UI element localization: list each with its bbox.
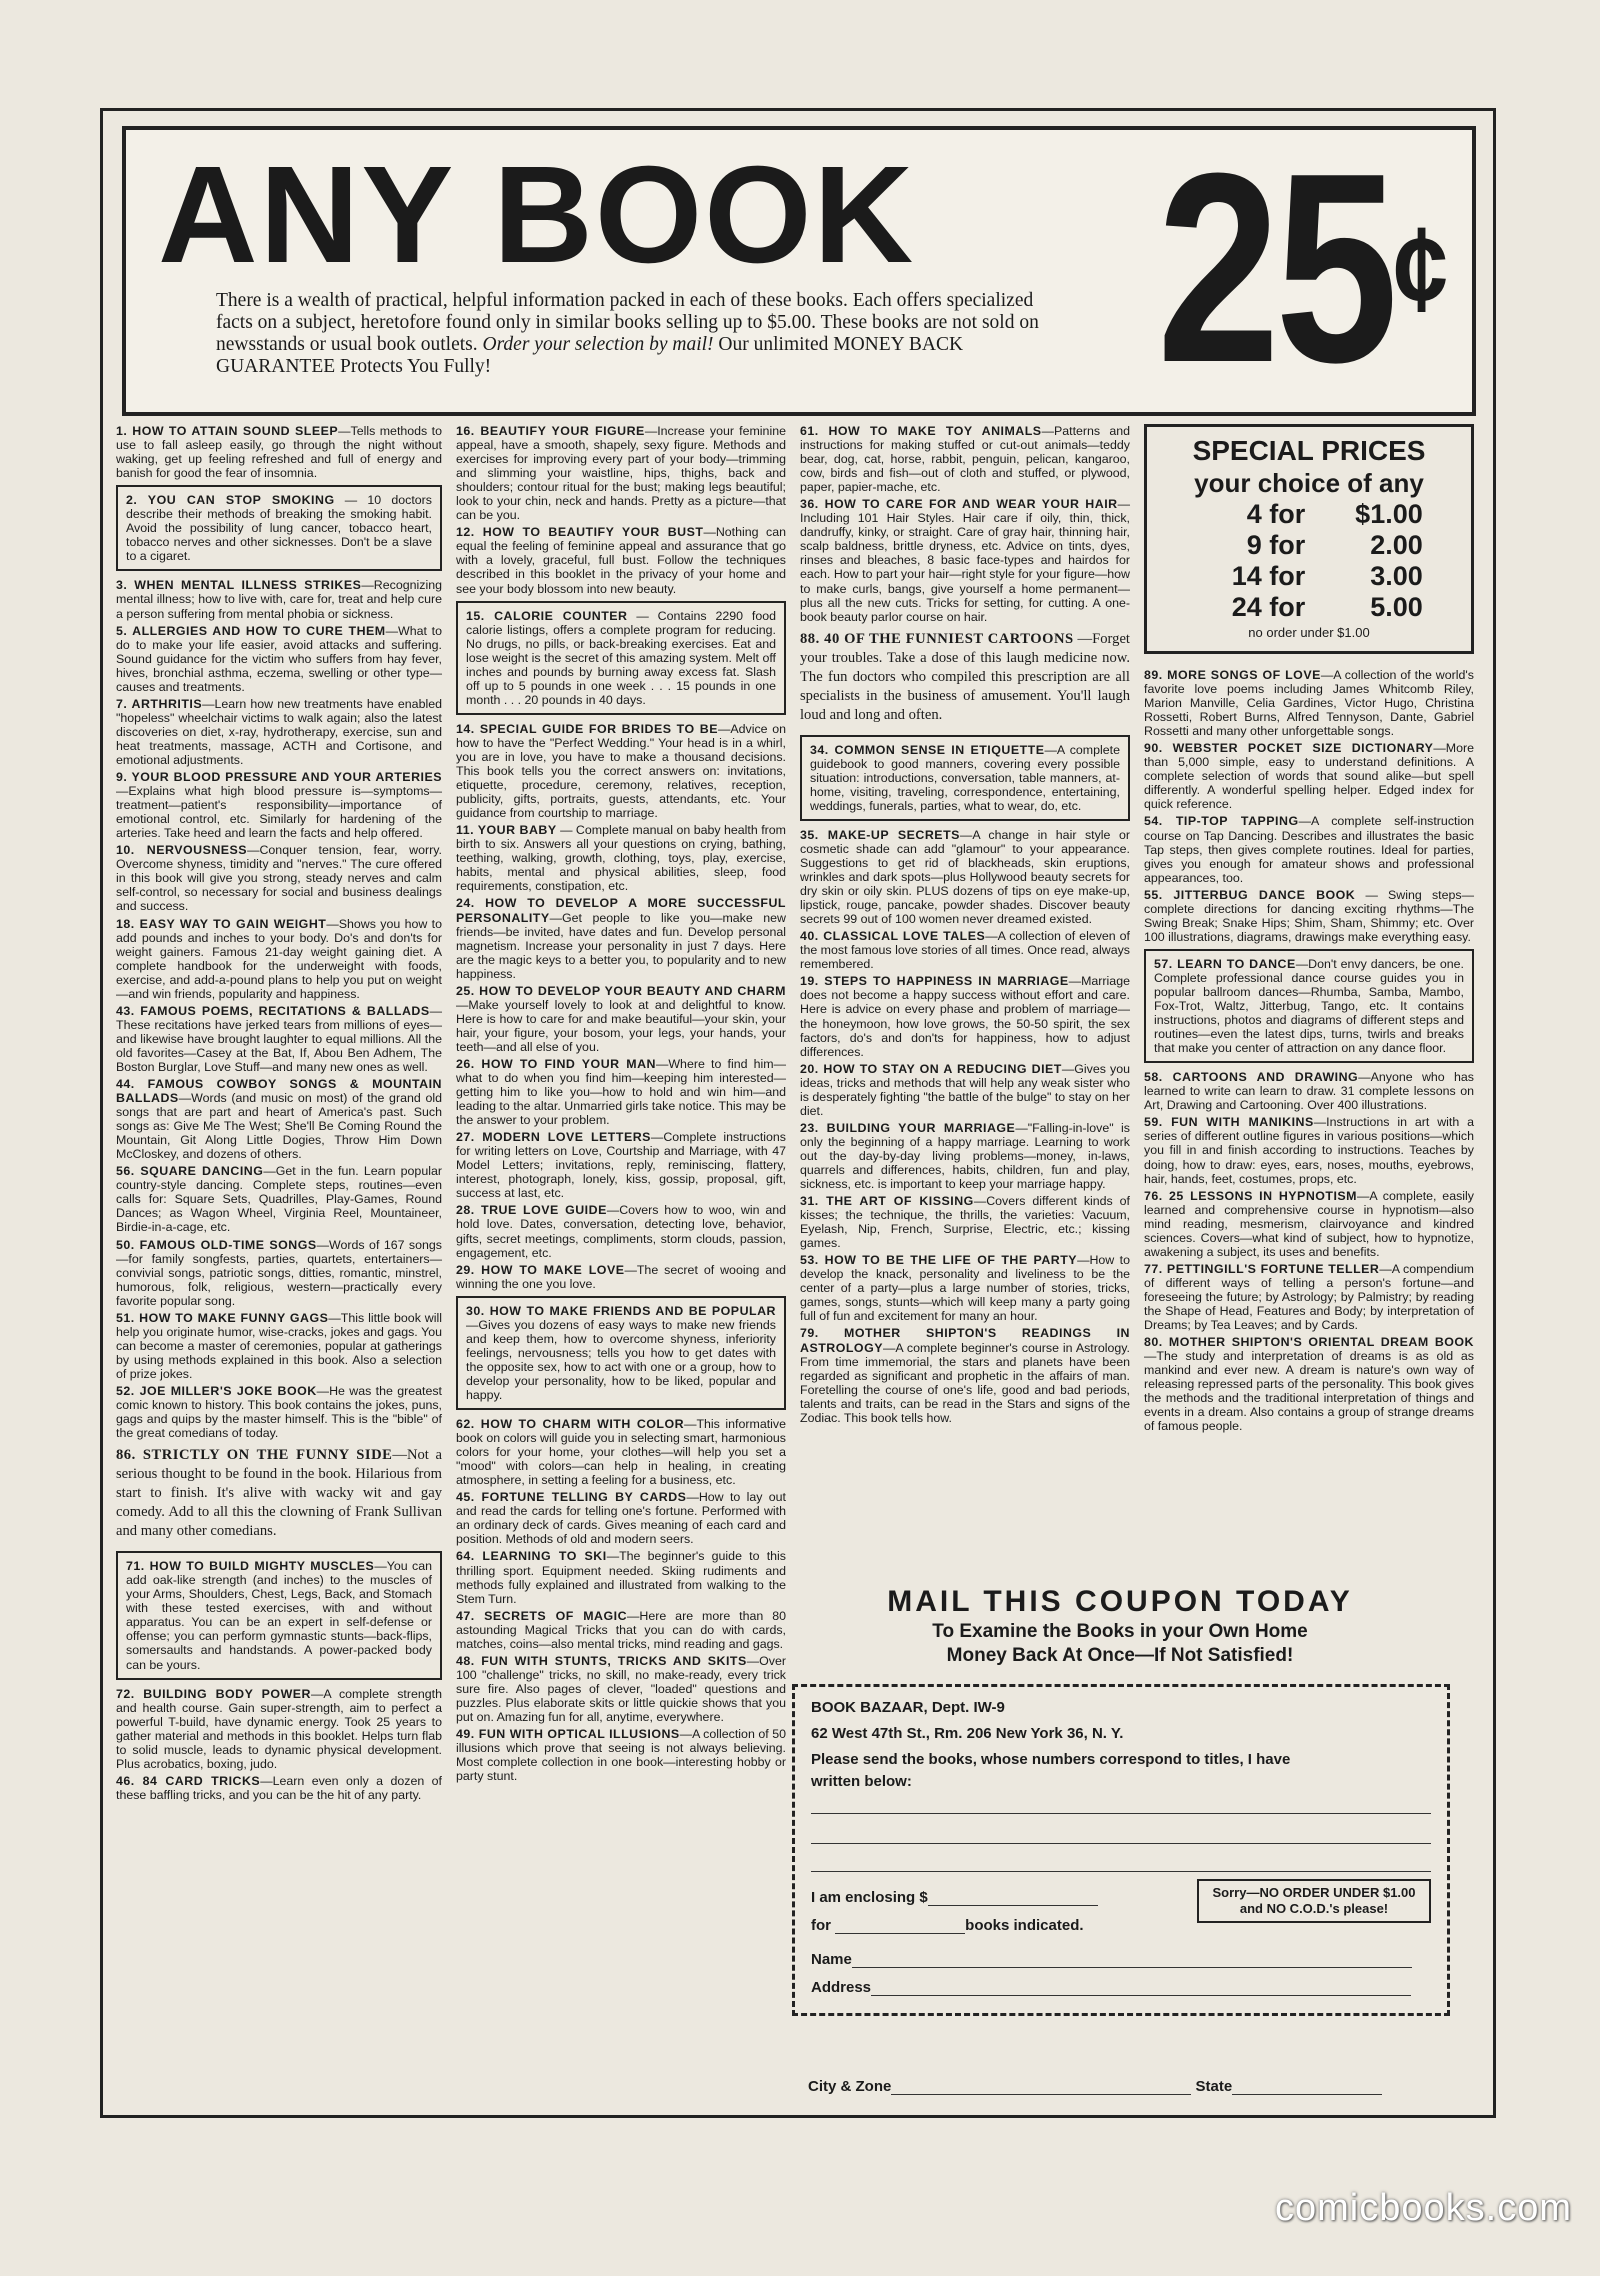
coupon-title: MAIL THIS COUPON TODAY (887, 1585, 1353, 1618)
book-title: 24. HOW TO DEVELOP A MORE SUCCESSFUL PERSONALITY (456, 896, 786, 925)
book-description: —You can add oak-like strength (and inches) to the muscles of your Arms, Shoulders, Chest, Legs, Back, and Stomach with these tested exercises, with and without apparatus. You can be an expert in self-defense or offense; you can perform gymnastic stunts—back-flips, somersaults and handstands. A power-packed body can be yours. (126, 1559, 432, 1672)
book-title: 20. HOW TO STAY ON A REDUCING DIET (800, 1061, 1062, 1076)
book-listing (800, 1121, 1130, 1191)
no-cod-notice (1197, 1879, 1431, 1923)
book-title: 61. HOW TO MAKE TOY ANIMALS (800, 424, 1042, 438)
book-title: 76. 25 LESSONS IN HYPNOTISM (1144, 1188, 1357, 1203)
book-title: 45. FORTUNE TELLING BY CARDS (456, 1490, 687, 1505)
title-entry-line[interactable] (811, 1813, 1431, 1814)
no-cod-line-1: Sorry—NO ORDER UNDER $1.00 (1212, 1885, 1416, 1900)
book-description: —A complete, easily learned and comprehensive course in hypnotism—also mind reading, mesmerism, clairvoyance and kindred sciences. Covers—what kind of subject, how to hypnotize, awakening a subject, its uses and benefits. (1144, 1188, 1474, 1259)
book-description: —This little book will help you originate humor, wise-cracks, jokes and gags. You can become a master of ceremonies, popular at gatherings by using methods explained in this book. Also a selection of prize jokes. (116, 1310, 442, 1381)
book-listing (456, 1654, 786, 1724)
book-listing (800, 1326, 1130, 1424)
price-amount: 5.00 (1370, 592, 1423, 622)
book-title: 27. MODERN LOVE LETTERS (456, 1130, 651, 1145)
order-instructions: Please send the books, whose numbers correspond to titles, I have (811, 1751, 1291, 1768)
book-listing (116, 624, 442, 694)
amount-field[interactable] (928, 1905, 1098, 1906)
intro-tail: Our unlimited MONEY BACK GUARANTEE Protects You Fully! (216, 334, 964, 377)
book-description: —"Falling-in-love" is only the beginning of a happy marriage. Learning to work out the day-by-day living problems—money, in-laws, quarrels and differences, habits, children, fun and play, sickness, etc. is important to keep your marriage happy. (800, 1120, 1130, 1192)
book-description: —Forget your troubles. Take a dose of this laugh medicine now. The fun doctors who compiled this prescription are all specialists in the business of amusement. You'll laugh loud and long and often. (800, 630, 1130, 723)
book-listing (800, 497, 1130, 623)
book-listing (116, 1551, 442, 1679)
book-title: 56. SQUARE DANCING (116, 1164, 264, 1179)
column-2 (456, 424, 786, 1786)
book-listing (116, 1311, 442, 1381)
book-listing (116, 1384, 442, 1440)
book-title: 25. HOW TO DEVELOP YOUR BEAUTY AND CHARM (456, 983, 786, 998)
name-label: Name (811, 1951, 852, 1968)
book-title: 64. LEARNING TO SKI (456, 1549, 607, 1564)
book-description: —A complete guidebook to good manners, covering every possible situation: introductions, conversation, table manners, at-home, visiting, traveling, correspondence, entertaining, weddings, funerals, parties, what to wear, do, etc. (810, 742, 1120, 813)
book-listing (116, 1446, 442, 1541)
price-qty: 24 for (1231, 592, 1306, 622)
book-title: 90. WEBSTER POCKET SIZE DICTIONARY (1144, 741, 1434, 756)
book-title: 44. FAMOUS COWBOY SONGS & MOUNTAIN BALLADS (116, 1077, 442, 1106)
intro-paragraph (216, 290, 1056, 378)
publisher-dept: BOOK BAZAAR, Dept. IW-9 (811, 1699, 1005, 1716)
book-description: —A complete beginner's course in Astrology. From time immemorial, the stars and planets have been regarded as significant and prophetic in the affairs of man. Foretelling the course of one's life, good and bad periods, talents and traits, can be read in the Stars and signs of the Zodiac. This book tells how. (800, 1340, 1130, 1425)
book-title: 58. CARTOONS AND DRAWING (1144, 1070, 1359, 1085)
book-listing (116, 424, 442, 480)
publisher-address: 62 West 47th St., Rm. 206 New York 36, N. Y. (811, 1725, 1124, 1742)
book-title: 18. EASY WAY TO GAIN WEIGHT (116, 916, 327, 931)
book-description: —Words (and music on most) of the grand old songs that are part and heart of America's past. Such songs as: Give Me The West; She'll Be Coming Round the Mountain, Git Along Little Dogies, Throw Him Down McCloskey, and dozens of others. (116, 1091, 442, 1162)
book-title: 43. FAMOUS POEMS, RECITATIONS & BALLADS (116, 1003, 430, 1018)
book-description: —Covers different kinds of kisses; the technique, the thrills, the varieties: Vacuum, Eyelash, Nip, French, Surprise, Electric, etc.; kissing games. (800, 1194, 1130, 1251)
book-listing (116, 1687, 442, 1771)
headline: ANY BOOK (158, 138, 916, 292)
column-4 (1144, 424, 1474, 1436)
special-prices-title: SPECIAL PRICES (1192, 435, 1426, 466)
coupon-subtitle-2: Money Back At Once—If Not Satisfied! (946, 1645, 1294, 1666)
book-listing (456, 896, 786, 980)
book-description: —Words of 167 songs—for family songfests, parties, quartets, entertainers—convivial songs, patriotic songs, ditties, romantic, minstrel, humorous, folk, religious, western—practically every favorite popular song. (116, 1237, 442, 1308)
book-description: —Over 100 "challenge" tricks, no skill, no make-ready, every trick sure fire. Also pages of clever, "loaded" questions and puzzles. Plus elaborate skits or little quickie shows that you put on. Amazing fun for all, anytime, everywhere. (456, 1653, 786, 1724)
book-listing (456, 722, 786, 820)
book-title: 31. THE ART OF KISSING (800, 1194, 974, 1209)
book-listing (116, 1774, 442, 1802)
minimum-order-note: no order under $1.00 (1248, 625, 1370, 640)
book-title: 51. HOW TO MAKE FUNNY GAGS (116, 1310, 329, 1325)
book-listing (800, 1062, 1130, 1118)
book-title: 14. SPECIAL GUIDE FOR BRIDES TO BE (456, 721, 718, 736)
price-row (1153, 592, 1465, 623)
book-description: — 10 doctors describe their methods of breaking the smoking habit. Avoid the possibility of lung cancer, tobacco heart, tobacco nerves and other sicknesses. Don't be a slave to a cigaret. (126, 493, 432, 564)
book-listing (116, 1238, 442, 1308)
coupon-subtitle-1: To Examine the Books in your Own Home (932, 1621, 1308, 1642)
book-title: 1. HOW TO ATTAIN SOUND SLEEP (116, 424, 339, 438)
book-listing (1144, 1262, 1474, 1332)
book-title: 72. BUILDING BODY POWER (116, 1686, 311, 1701)
book-listing (456, 823, 786, 893)
book-listing (456, 601, 786, 715)
special-prices-subtitle: your choice of any (1194, 468, 1424, 498)
book-description: —The study and interpretation of dreams is as old as mankind and ever new. A dream is nature's own way of releasing repressed parts of the personality. This book gives the methods and the traditional interpretation of things and events in a dream. Also contains a group of strange dreams of famous people. (1144, 1349, 1474, 1434)
book-listing (800, 828, 1130, 926)
book-count-field[interactable] (835, 1933, 965, 1934)
special-prices-box (1144, 424, 1474, 654)
order-instructions-2: written below: (811, 1773, 912, 1790)
order-coupon (792, 1584, 1448, 2014)
books-row (811, 1917, 1084, 1934)
book-listing (1144, 1115, 1474, 1185)
price-row (1153, 499, 1465, 530)
intro-italic: Order your selection by mail! (482, 334, 714, 355)
book-listing (456, 1727, 786, 1783)
book-description: —Get people to like you—make new friends—be invited, have dates and fun. Develop personal magnetism. Increase your personality in just 7 days. Here are the magic keys to a better you, to popularity and to new happiness. (456, 910, 786, 981)
book-listing (800, 1194, 1130, 1250)
price-row (1153, 561, 1465, 592)
book-title: 16. BEAUTIFY YOUR FIGURE (456, 424, 645, 438)
column-1 (116, 424, 442, 1805)
enclosing-label: I am enclosing $ (811, 1889, 928, 1906)
book-listing (456, 1130, 786, 1200)
book-title: 15. CALORIE COUNTER (466, 608, 628, 623)
price-row (1153, 530, 1465, 561)
price-qty: 14 for (1231, 561, 1306, 591)
book-listing (456, 1609, 786, 1651)
book-description: —A collection of eleven of the most famous love stories of all times. Once read, always remembered. (800, 929, 1131, 972)
book-listing (1144, 949, 1474, 1063)
book-listing (116, 1077, 442, 1161)
book-description: —A complete strength and health course. Gain super-strength, aim to perfect a powerful T-build, have dynamic energy. Took 25 years to gather material and methods in this booklet. Helps turn flab to solid muscle, leads to dynamic physical development. Plus acrobatics, boxing, judo. (116, 1686, 442, 1771)
watermark: comicbooks.com (1275, 2187, 1572, 2229)
book-listing (800, 630, 1130, 725)
price-qty: 9 for (1246, 530, 1306, 560)
book-description: —Learn how new treatments have enabled "hopeless" wheelchair victims to walk again; also the latest discoveries on diet, x-ray, hydrotherapy, exercise, sun and heat treatments, massage, ACTH and Cortisone, and emotional adjustments. (116, 696, 442, 767)
book-description: —Recognizing mental illness; how to live with, care for, treat and help cure a person suffering from mental phobia or sickness. (116, 578, 442, 621)
book-listing (456, 525, 786, 595)
book-description: —The secret of wooing and winning the one you love. (456, 1262, 786, 1291)
book-description: —A collection of the world's favorite love poems including James Whitcomb Riley, Marion Manville, Celia Gardines, Victor Hugo, Christina Rossetti, Robert Burns, Alfred Tennyson, Dante, Gabriel Rossetti and many other unforgettable songs. (1144, 668, 1474, 739)
book-listing (1144, 814, 1474, 884)
book-description: —Don't envy dancers, be one. Complete professional dance course guides you in popular ballroom dances—Rhumba, Samba, Mambo, Fox-Trot, Waltz, Jitterbug, Tango, etc. It contains instructions, photos and diagrams of different steps and routines—even the latest dips, turns, twirls and breaks that make you center of attraction on any dance floor. (1154, 956, 1464, 1056)
coupon-form (792, 1684, 1450, 2016)
enclosing-row (811, 1889, 1098, 1906)
book-title: 35. MAKE-UP SECRETS (800, 827, 960, 842)
book-description: —He was the greatest comic known to history. This book contains the jokes, puns, gags and quips by the master himself. This is the "bible" of the great comedians of today. (116, 1384, 442, 1441)
book-title: 59. FUN WITH MANIKINS (1144, 1115, 1314, 1130)
book-description: —More than 5,000 simple, easy to understand definitions. A complete selection of words that sound alike—but spell differently. A wonderful spelling helper. Edged index for quick reference. (1144, 741, 1474, 812)
book-description: —Nothing can equal the feeling of feminine appeal and assurance that go with a lovely, graceful, full bust. Follow the techniques described in this booklet in the privacy of your home and see your body blossom into new beauty. (456, 525, 786, 596)
book-listing (456, 984, 786, 1054)
book-description: —Get in the fun. Learn popular country-style dancing. Complete steps, routines—even calls for: Square Sets, Quadrilles, Play-Games, Round Dances; as Wagon Wheel, Virginia Reel, Mountaineer, Birdie-in-a-cage, etc. (116, 1164, 442, 1235)
ad-header (122, 118, 1476, 419)
book-description: —Marriage does not become a happy success without effort and care. Here is advice on every phase and problem of marriage—the honeymoon, how love grows, the 50-50 spirit, the sex factors, do's and don'ts for happiness, how to adjust differences. (800, 974, 1130, 1059)
book-title: 29. HOW TO MAKE LOVE (456, 1262, 625, 1277)
book-title: 86. STRICTLY ON THE FUNNY SIDE (116, 1447, 393, 1464)
book-description: — Swing steps—complete directions for dancing exciting rhythms—The Swing Break; Snake Hips; Shim, Sham, Shimmy; etc. Over 100 illustrations, diagrams, drawings make everything easy. (1144, 887, 1474, 944)
book-listing (116, 770, 442, 840)
book-title: 88. 40 OF THE FUNNIEST CARTOONS (800, 630, 1074, 647)
column-3 (800, 424, 1130, 1428)
book-description: —Anyone who has learned to write can learn to draw. 31 complete lessons on Art, Drawing and Cartooning. Over 400 illustrations. (1144, 1070, 1475, 1113)
book-listing (456, 1203, 786, 1259)
book-description: —Advice on how to have the "Perfect Wedding." Your head is in a whirl, you are in love, you have to make a thousand decisions. This book tells you the correct answers on: invitations, etiquette, procedure, ceremony, relatives, reception, publicity, gifts, portraits, guests, attendants, etc. Your guidance from courtship to marriage. (456, 721, 786, 821)
book-title: 34. COMMON SENSE IN ETIQUETTE (810, 742, 1045, 757)
book-description: —How to lay out and read the cards for telling one's fortune. Performed with an ordinary deck of cards. Gives meaning of each card and position. Methods of old and modern seers. (456, 1490, 786, 1547)
book-listing (456, 1263, 786, 1291)
book-title: 40. CLASSICAL LOVE TALES (800, 929, 986, 944)
book-description: —The beginner's guide to this thrilling sport. Equipment needed. Skiing rudiments and methods fully explained and illustrated from walking to the Stem Turn. (456, 1549, 786, 1606)
book-title: 10. NERVOUSNESS (116, 843, 248, 858)
book-title: 49. FUN WITH OPTICAL ILLUSIONS (456, 1727, 680, 1742)
book-title: 12. HOW TO BEAUTIFY YOUR BUST (456, 525, 704, 540)
book-description: —Where to find him—what to do when you find him—keeping him interested—getting him to like you—how to hold and win him—and leading to the altar. Unmarried girls take notice. This may be the answer to your problem. (456, 1056, 786, 1128)
book-listing (800, 929, 1130, 971)
book-title: 9. YOUR BLOOD PRESSURE AND YOUR ARTERIES (116, 770, 442, 785)
no-cod-line-2: and NO C.O.D.'s please! (1239, 1901, 1389, 1916)
book-title: 53. HOW TO BE THE LIFE OF THE PARTY (800, 1253, 1078, 1268)
book-listing (116, 1164, 442, 1234)
price-display (1156, 118, 1448, 419)
book-description: —Explains what high blood pressure is—symptoms—treatment—patient's responsibility—importance of emotional control, etc. Similarly for hardening of the arteries. Take heed and learn the facts and help offered. (116, 784, 442, 841)
address-row (811, 1979, 1431, 1996)
book-description: —Including 101 Hair Styles. Hair care if oily, thin, thick, dandruffy, kinky, or straight. Care of gray hair, thinning hair, scalp baldness, brittle dryness, etc. Advice on tints, dyes, rinses and bleaches, 8 basic face-types and hairdos for each. How to part your hair—right style for your figure—how to make curls, bangs, give yourself a home permanent—plus all the new cuts. Tricks for setting, for cutting. A one-book beauty parlor course on hair. (800, 497, 1130, 624)
book-description: —Tells methods to use to fall asleep easily, go through the night without waking, get up feeling refreshed and full of energy and banish for good the fear of insomnia. (116, 424, 442, 481)
book-description: —A change in hair style or cosmetic shade can add "glamour" to your appearance. Suggestions to get rid of blackheads, skin eruptions, wrinkles and dark spots—plus Hollywood beauty secrets for dry skin or oily skin. PLUS dozens of tips on eye make-up, lipstick, rouge, pancake, powder shades. Discover beauty secrets 99 out of 100 women never dreamed existed. (800, 827, 1131, 927)
book-description: —This informative book on colors will guide you in selecting smart, harmonious colors for your home, your clothes—will help you set a "mood" with colors—can help in healing, in creating atmosphere, in setting a feeling for a business, etc. (456, 1417, 786, 1488)
book-description: — Complete manual on baby health from birth to six. Answers all your questions on crying, bathing, teething, walking, growth, clothing, toys, play, exercise, habits, mental and physical abilities, sleep, food requirements, constipation, etc. (456, 823, 786, 894)
book-listing (116, 697, 442, 767)
book-listing (1144, 1335, 1474, 1433)
address-label: Address (811, 1979, 872, 1996)
book-title: 2. YOU CAN STOP SMOKING (126, 493, 335, 508)
book-listing (1144, 1189, 1474, 1259)
book-title: 28. TRUE LOVE GUIDE (456, 1203, 607, 1218)
book-listing (116, 485, 442, 571)
book-description: —Increase your feminine appeal, have a smooth, shapely, sexy figure. Methods and exercises for improving every part of your body—trimming and slimming your waistline, hips, thighs, back and shoulders; contour ritual for the bust; making legs beautiful; look to your chin, neck and hands. Pretty as a picture—that can be you. (456, 424, 786, 523)
book-listing (1144, 1070, 1474, 1112)
book-title: 55. JITTERBUG DANCE BOOK (1144, 887, 1356, 902)
book-listing (456, 1296, 786, 1410)
book-description: —Here are more than 80 astounding Magical Tricks that you can do with cards, matches, coins—also mental tricks, mind reading and gags. (456, 1608, 786, 1651)
city-label: City & Zone (808, 2078, 892, 2095)
book-listing (800, 1253, 1130, 1323)
book-title: 46. 84 CARD TRICKS (116, 1773, 261, 1788)
for-label: for (811, 1917, 831, 1934)
book-listing (1144, 741, 1474, 811)
book-description: —A complete self-instruction course on Tap Dancing. Describes and illustrates the basic Tap steps, then gives complete routines. Ideal for parties, gives you enough for amateur shows and professional appearances, too. (1144, 814, 1474, 885)
title-entry-line[interactable] (811, 1871, 1431, 1872)
book-description: —Learn even only a dozen of these baffling tricks, and you can be the hit of any party. (116, 1773, 442, 1802)
book-title: 77. PETTINGILL'S FORTUNE TELLER (1144, 1261, 1380, 1276)
price-amount: 3.00 (1370, 561, 1423, 591)
book-listing (116, 917, 442, 1001)
price-value: 25 (1156, 118, 1394, 419)
title-entry-line[interactable] (811, 1843, 1431, 1844)
book-listing (800, 424, 1130, 494)
cent-sign: ¢ (1393, 202, 1448, 336)
price-amount: $1.00 (1355, 499, 1423, 529)
book-description: —These recitations have jerked tears from millions of eyes—and likewise have brought laughter to equal millions. All the old favorites—Casey at the Bat, If, Abou Ben Adhem, The Boston Burglar, Love Stuff—and many new ones as well. (116, 1003, 442, 1074)
books-indicated-label: books indicated. (965, 1917, 1084, 1934)
book-description: —A collection of 50 illusions which prove that seeing is not always believing. Most complete collection in one book—interesting hobby or party stunt. (456, 1727, 786, 1784)
book-listing (116, 578, 442, 620)
state-label: State (1195, 2078, 1233, 2095)
book-title: 19. STEPS TO HAPPINESS IN MARRIAGE (800, 974, 1069, 989)
book-title: 80. MOTHER SHIPTON'S ORIENTAL DREAM BOOK (1144, 1335, 1474, 1350)
city-state-row (808, 2078, 1428, 2095)
book-description: —Patterns and instructions for making stuffed or cut-out animals—teddy bear, dog, cat, horse, rabbit, penguin, pelican, kangaroo, cow, birds and fish—out of cloth and stuffed, or plywood, paper, papier-mache, etc. (800, 424, 1131, 495)
name-field[interactable] (852, 1967, 1412, 1968)
book-title: 89. MORE SONGS OF LOVE (1144, 668, 1321, 682)
book-description: —How to develop the knack, personality and liveliness to be the center of a party—plus a large number of stories, tricks, games, songs, stunts—which will keep many a party going full of fun and excitement for many an hour. (800, 1253, 1130, 1324)
book-title: 54. TIP-TOP TAPPING (1144, 814, 1299, 829)
book-description: — Contains 2290 food calorie listings, offers a complete program for reducing. No drugs, no pills, or back-breaking exercises. Eat and lose weight is the secret of this amazing system. Melt off inches and pounds by burning away excess fat. Slash off up to 5 pounds in one week . . . 15 pounds in one month . . . 20 pounds in 40 days. (466, 608, 776, 707)
intro-text: There is a wealth of practical, helpful information packed in each of these books. Each offers specialized facts on a subject, heretofore found only in similar books selling up to $5.00. These books are not sold on newsstands or usual book outlets. (216, 290, 1039, 355)
book-description: —Gives you ideas, tricks and methods that will help any weak sister who is desperately fighting "the battle of the bulge" to stay on her diet. (800, 1061, 1130, 1118)
book-listing (1144, 888, 1474, 944)
book-title: 62. HOW TO CHARM WITH COLOR (456, 1417, 685, 1432)
book-listing (456, 424, 786, 522)
state-field[interactable] (1232, 2094, 1382, 2095)
book-title: 57. LEARN TO DANCE (1154, 956, 1296, 971)
city-field[interactable] (891, 2094, 1191, 2095)
name-row (811, 1951, 1431, 1968)
book-listing (116, 843, 442, 913)
book-listing (116, 1004, 442, 1074)
book-title: 48. FUN WITH STUNTS, TRICKS AND SKITS (456, 1653, 747, 1668)
book-description: —Complete instructions for writing letters on Love, Courtship and Marriage, with 47 Model Letters; invitations, reply, reminiscing, flattery, interest, photograph, lonely, kiss, gossip, proposal, gift, success at last, etc. (456, 1130, 786, 1201)
book-title: 47. SECRETS OF MAGIC (456, 1608, 628, 1623)
book-title: 5. ALLERGIES AND HOW TO CURE THEM (116, 623, 386, 638)
book-listing (800, 735, 1130, 821)
book-listing (456, 1490, 786, 1546)
book-description: —Make yourself lovely to look at and delightful to know. Here is how to care for and make beautiful—your skin, your hair, your figure, your bosom, your legs, your hands, your teeth—and all else of you. (456, 997, 786, 1054)
book-description: —A compendium of different ways of telling a person's fortune—and foreseeing the future; by Astrology; by Palmistry; by reading the Shape of Head, Features and Body; by interpretation of Dreams; by Tea Leaves; and by Cards. (1144, 1261, 1474, 1333)
book-listing (456, 1057, 786, 1127)
book-title: 23. BUILDING YOUR MARRIAGE (800, 1120, 1016, 1135)
book-description: —What to do to make your life easier, avoid attacks and suffering. Sound guidance for the victim who suffers from hay fever, hives, bronchial asthma, eczema, swelling or other type—causes and treatments. (116, 623, 442, 694)
book-description: —Not a serious thought to be found in the book. Hilarious from start to finish. It's alive with wacky wit and gay comedy. Add to all this the clowning of Frank Sullivan and many other comedians. (116, 1447, 442, 1540)
book-title: 11. YOUR BABY (456, 823, 557, 838)
book-title: 36. HOW TO CARE FOR AND WEAR YOUR HAIR (800, 497, 1118, 512)
book-description: —Covers how to woo, win and hold love. Dates, conversation, detecting love, behavior, gifts, secret meetings, compliments, storm clouds, passion, engagement, etc. (456, 1203, 786, 1260)
book-title: 50. FAMOUS OLD-TIME SONGS (116, 1237, 317, 1252)
book-listing (800, 974, 1130, 1058)
book-description: —Shows you how to add pounds and inches to your body. Do's and don'ts for weight gainers. Famous 21-day weight gaining diet. A complete handbook for the underweight with foods, exercise, and add-a-pound plans to help you put on weight—and win friends, popularity and happiness. (116, 916, 442, 1001)
book-description: —Instructions in art with a series of different outline figures in various positions—which you fill in and finish according to instructions. Teaches by doing, how to draw: eyes, ears, noses, mouths, eyebrows, hair, hands, feet, costumes, props, etc. (1144, 1115, 1475, 1186)
book-title: 30. HOW TO MAKE FRIENDS AND BE POPULAR (466, 1303, 776, 1318)
book-title: 3. WHEN MENTAL ILLNESS STRIKES (116, 578, 362, 593)
book-title: 26. HOW TO FIND YOUR MAN (456, 1056, 656, 1071)
book-listing (456, 1417, 786, 1487)
book-listing (456, 1549, 786, 1605)
book-title: 79. MOTHER SHIPTON'S READINGS IN ASTROLOGY (800, 1326, 1130, 1355)
book-description: —Conquer tension, fear, worry. Overcome shyness, timidity and "nerves." The cure offered in this book will give you strong, steady nerves and calm self-control, so necessary for social and business dealings and success. (116, 843, 442, 914)
price-amount: 2.00 (1370, 530, 1423, 560)
book-listing (1144, 668, 1474, 738)
address-field[interactable] (871, 1995, 1411, 1996)
book-title: 7. ARTHRITIS (116, 696, 203, 711)
price-qty: 4 for (1246, 499, 1306, 529)
book-title: 71. HOW TO BUILD MIGHTY MUSCLES (126, 1559, 375, 1574)
book-description: —Gives you dozens of easy ways to make new friends and keep them, how to overcome shyness, inferiority feelings, nervousness; tells you how to get dates with the opposite sex, how to act with one or a group, how to develop your personality, how to be liked, popular and happy. (466, 1317, 776, 1402)
book-title: 52. JOE MILLER'S JOKE BOOK (116, 1384, 317, 1398)
